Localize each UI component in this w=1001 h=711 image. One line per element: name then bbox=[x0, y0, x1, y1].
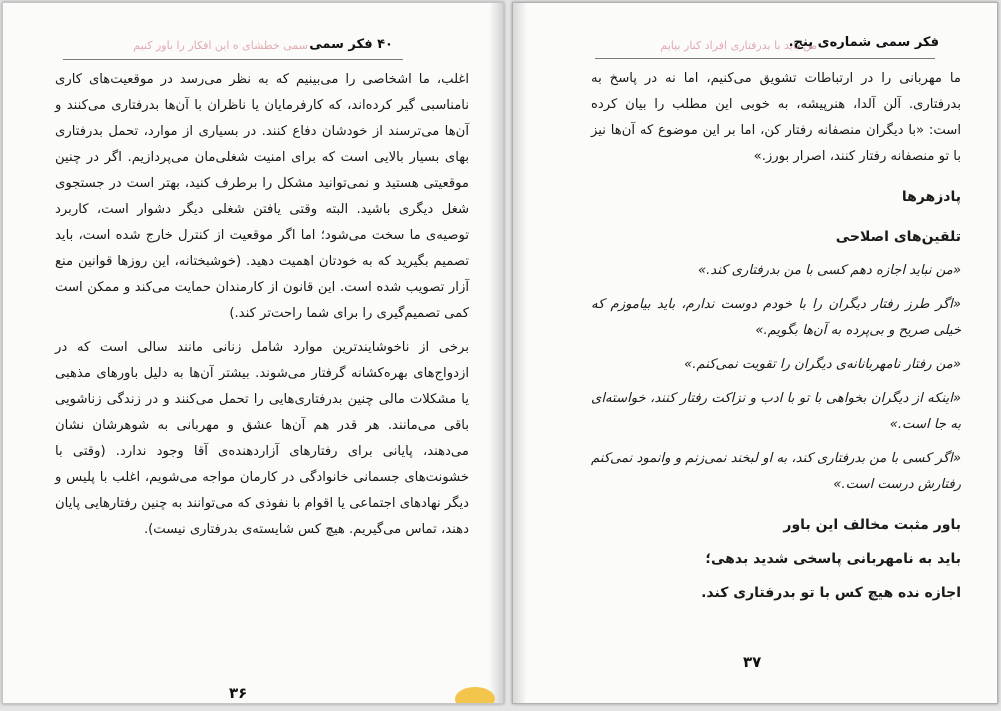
page-number: ۳۷ bbox=[743, 653, 762, 671]
affirmation-item: «اگر طرز رفتار دیگران را با خودم دوست ندارم، باید بیاموزم که خیلی صریح و بی‌پرده به آن‌ها بگویم.» bbox=[591, 297, 961, 338]
page-number: ۳۶ bbox=[229, 684, 248, 702]
affirmation-item: «اگر کسی با من بدرفتاری کند، به او لبخند نمی‌زنم و وانمود نمی‌کنم رفتارش درست است.» bbox=[591, 451, 961, 492]
body-paragraph: اغلب، ما اشخاصی را می‌بینیم که به نظر می‌رسد در موقعیت‌های کاری نامناسبی گیر کرده‌اند، که کارفرمایان یا ناظران با آن‌ها بدرفتاری می‌کنند و آن‌ها می‌ترسند از خودشان دفاع کنند. در بسیاری از موارد، تحمل بدرفتاری بهای بسیار بالایی است که برای امنیت شغلی‌مان می‌پردازیم. اگر در چنین موقعیتی هستید و نمی‌توانید مشکل را برطرف کنید، بهتر است در جستجوی شغل دیگری باشید. البته وقتی یافتن شغلی دیگر دشوار است، کاربرد توصیه‌ی ما سخت می‌شود؛ اما اگر موقعیت از کنترل خارج شده است، باید تصمیم بگیرید که به خودتان اهمیت دهید. (خوشبختانه، این روزها قوانین منع آزار تصویب شده است. این قانون از کارمندان حمایت می‌کند و ممکن است کمی تصمیم‌گیری را برای شما راحت‌تر کند.) bbox=[55, 72, 469, 321]
running-header-subtitle: من باید با بدرفتاری افراد کنار بیایم bbox=[660, 39, 817, 52]
intro-paragraph: ما مهربانی را در ارتباطات تشویق می‌کنیم، اما نه در پاسخ به بدرفتاری. آلن آلدا، هنرپیشه، به خوبی این مطلب را بیان کرده است: «با دیگران منصفانه رفتار کن، اما بر این موضوع که آن‌ها نیز با تو منصفانه رفتار کنند، اصرار بورز.» bbox=[591, 71, 961, 164]
belief-line: اجازه نده هیچ کس با تو بدرفتاری کند. bbox=[701, 585, 961, 601]
spine-shadow bbox=[489, 3, 503, 703]
left-page bbox=[2, 2, 504, 704]
subsection-heading: تلقین‌های اصلاحی bbox=[835, 229, 961, 245]
right-page bbox=[512, 2, 998, 704]
header-rule bbox=[63, 59, 403, 60]
right-body-text bbox=[591, 66, 961, 606]
spine-shadow bbox=[513, 3, 527, 703]
running-header-title: ۴۰ فکر سمی bbox=[309, 37, 393, 52]
sticker-mark bbox=[455, 687, 495, 704]
belief-line: باید به نامهربانی پاسخی شدید بدهی؛ bbox=[705, 551, 961, 567]
running-header-subtitle: سمی خطشای ه این افکار را باور کنیم bbox=[133, 39, 308, 52]
header-rule bbox=[595, 58, 935, 59]
affirmation-item: «اینکه از دیگران بخواهی با تو با ادب و نزاکت رفتار کنند، خواسته‌ای به جا است.» bbox=[591, 391, 961, 432]
belief-heading: باور مثبت مخالف این باور bbox=[783, 517, 961, 533]
section-heading: پادزهرها bbox=[901, 189, 961, 205]
left-body-text bbox=[55, 67, 469, 543]
affirmation-item: «من نباید اجازه دهم کسی با من بدرفتاری کند.» bbox=[697, 263, 961, 278]
running-header-title: فکر سمی شماره‌ی پنج. bbox=[788, 35, 939, 50]
affirmation-item: «من رفتار نامهربانانه‌ی دیگران را تقویت نمی‌کنم.» bbox=[684, 357, 961, 372]
body-paragraph: برخی از ناخوشایندترین موارد شامل زنانی مانند سالی است که در ازدواج‌های بهره‌کشانه گرفتار می‌شوند. بیشتر آن‌ها به دلیل باورهای مذهبی یا مشکلات مالی چنین بدرفتاری‌هایی را تحمل می‌کنند و در زندگی زناشویی باقی می‌مانند. هر قدر هم آن‌ها عشق و مهربانی به شوهرشان نشان می‌دهند، پایانی برای رفتارهای آزاردهنده‌ی آقا وجود ندارد. (وقتی با خشونت‌های جسمانی خانوادگی در کارمان مواجه می‌شویم، اغلب با پلیس و دیگر نهادهای اجتماعی یا اقوام با نفوذی که می‌توانند به چنین رفتارهایی پایان دهند، تماس می‌گیریم. هیچ کس شایسته‌ی بدرفتاری نیست). bbox=[55, 340, 469, 537]
